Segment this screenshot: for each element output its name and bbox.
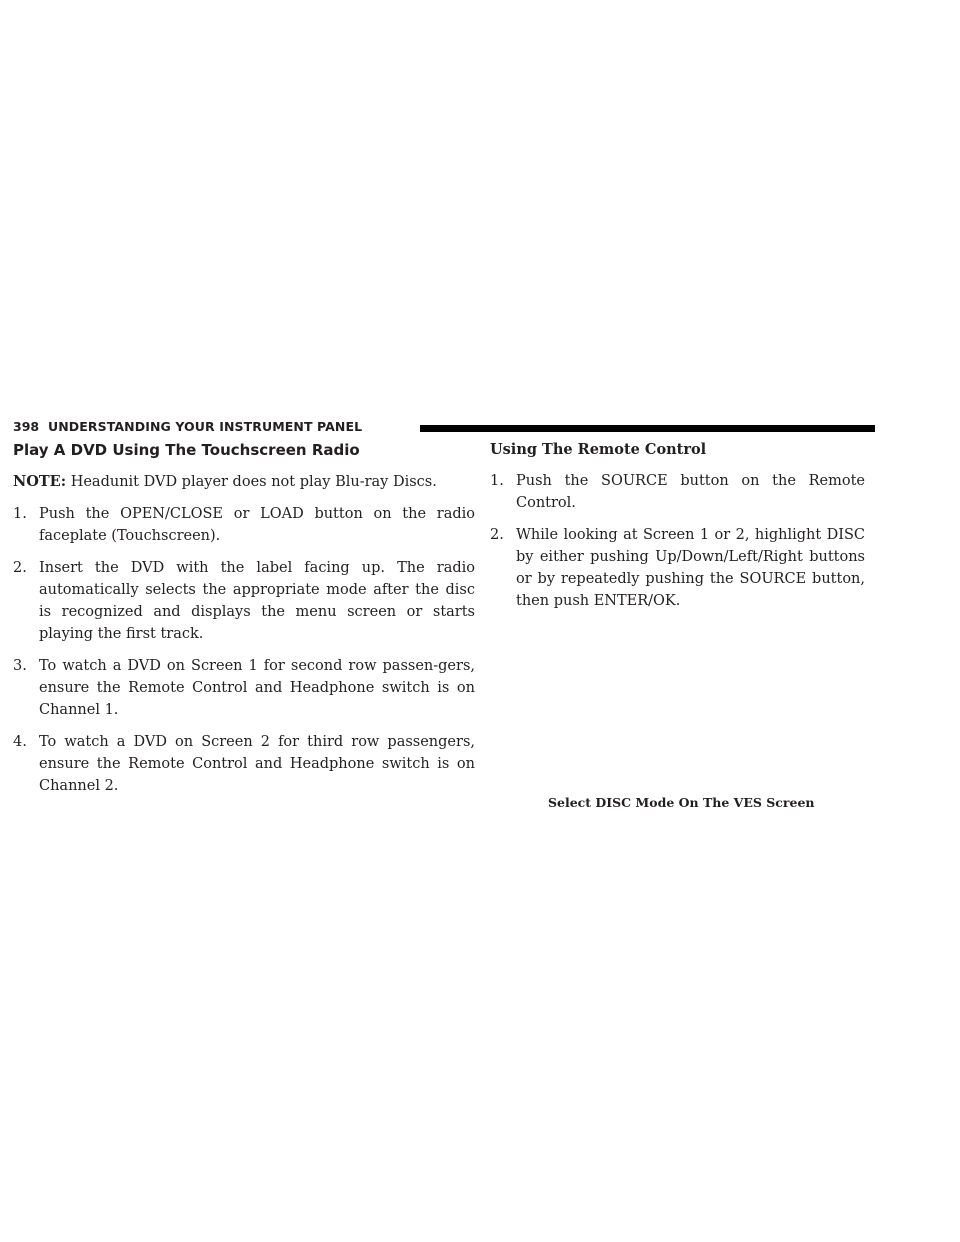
step-number: 1. [490,473,504,489]
left-column [13,440,475,807]
dvd-touchscreen-heading: Play A DVD Using The Touchscreen Radio [13,441,360,459]
list-item [490,470,865,514]
step-number: 1. [13,506,27,522]
list-item [13,503,475,547]
page-header [13,415,863,437]
step-number: 3. [13,658,27,674]
right-column [490,440,865,622]
step-text: To watch a DVD on Screen 1 for second row passen-gers, ensure the Remote Control and Headphone switch is on Channel 1. [39,658,475,718]
step-text: Push the SOURCE button on the Remote Control. [516,473,865,511]
step-number: 2. [490,527,504,543]
page-number: 398 [13,419,40,434]
remote-steps-list [490,470,865,612]
step-number: 2. [13,560,27,576]
step-text: To watch a DVD on Screen 2 for third row passengers, ensure the Remote Control and Headphone switch is on Channel 2. [39,734,475,794]
step-number: 4. [13,734,27,750]
step-text: Push the OPEN/CLOSE or LOAD button on the radio faceplate (Touchscreen). [39,506,475,544]
note-paragraph [13,471,475,493]
header-rule [420,425,875,432]
section-title: UNDERSTANDING YOUR INSTRUMENT PANEL [48,419,363,434]
list-item [490,524,865,612]
note-label: NOTE: [13,473,67,490]
list-item [13,655,475,721]
remote-control-heading: Using The Remote Control [490,441,707,458]
note-text: Headunit DVD player does not play Blu-ray Discs. [70,474,437,490]
step-text: Insert the DVD with the label facing up. The radio automatically selects the appropriate mode after the disc is recognized and displays the menu screen or starts playing the first track. [39,560,475,642]
touchscreen-steps-list [13,503,475,797]
figure-caption: Select DISC Mode On The VES Screen [548,795,815,810]
list-item [13,731,475,797]
step-text: While looking at Screen 1 or 2, highlight DISC by either pushing Up/Down/Left/Right buttons or by repeatedly pushing the SOURCE button, then push ENTER/OK. [516,527,865,609]
list-item [13,557,475,645]
